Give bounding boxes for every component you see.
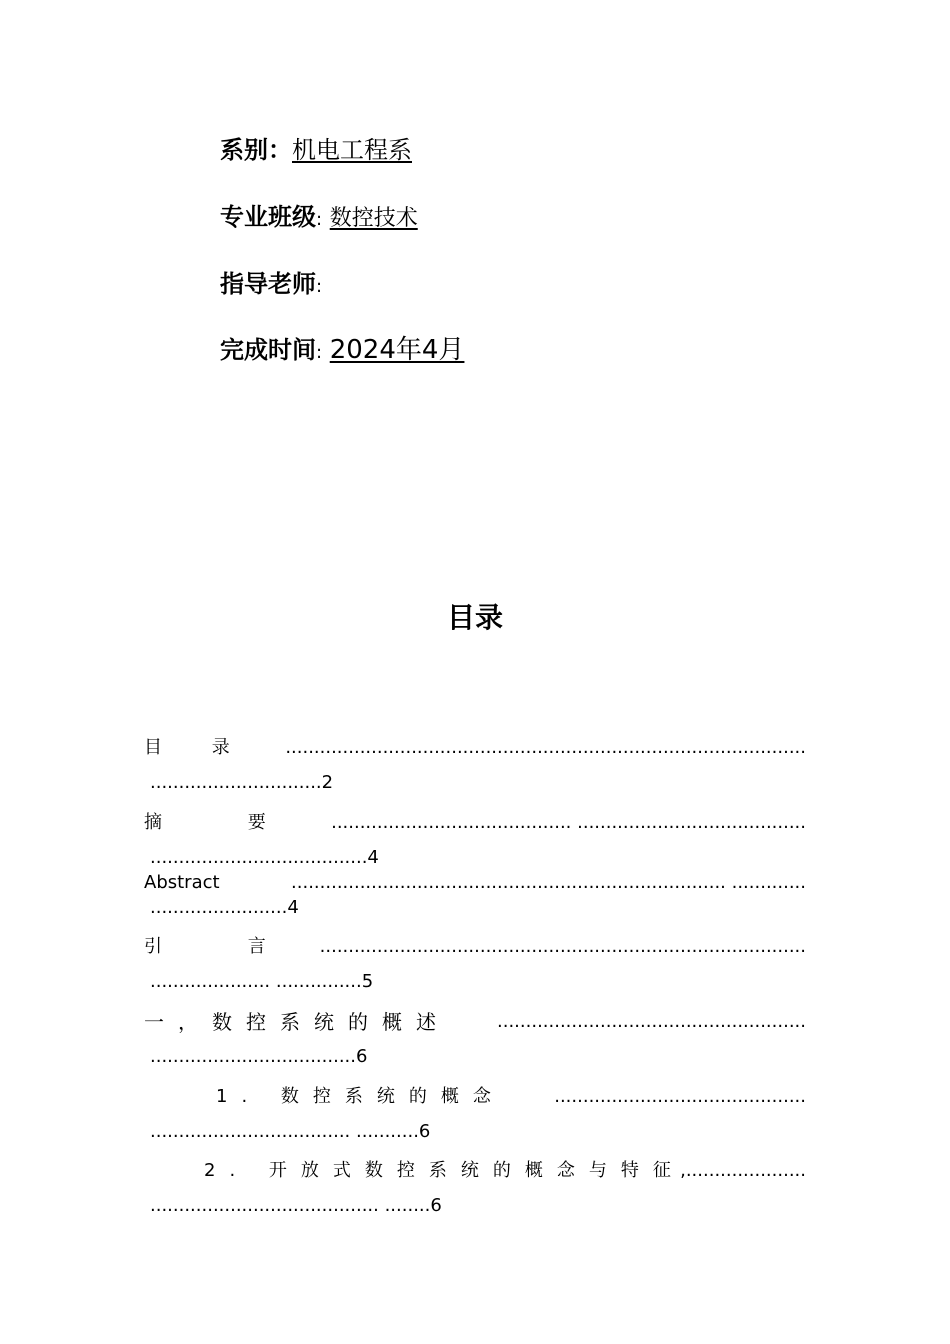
toc-entry[interactable] [144,936,806,958]
date-label: 完成时间 [220,336,316,364]
toc-entry[interactable] [144,872,806,894]
advisor-colon: : [316,276,323,297]
department-label: 系别： [220,136,292,164]
toc-entry-dots: ...................................................... [497,1011,806,1032]
toc-entry-continuation[interactable]: ..................... ...............5 [150,971,374,992]
department-value: 机电工程系 [292,136,412,164]
date-colon: : [316,342,323,363]
toc-entry[interactable] [144,737,806,759]
toc-entry-label: 1. 数控系统的概念 [216,1086,505,1107]
toc-entry[interactable] [144,1160,806,1182]
advisor-row [220,269,322,302]
toc-entry-label: 目 录 [144,737,252,758]
toc-entry[interactable] [144,1011,806,1033]
major-label: 专业班级 [220,203,316,231]
toc-entry-dots: ..................................................................................... [319,936,806,957]
toc-entry-label: Abstract [144,872,220,893]
toc-entry-continuation[interactable]: ......................................4 [150,847,379,868]
toc-entry-continuation[interactable]: ................................... ...........6 [150,1121,431,1142]
toc-entry-dots: ........................................................................................... [285,737,806,758]
toc-title: 目录 [446,601,503,634]
toc-entry-dots: ,..................... [680,1160,806,1181]
department-row [220,135,412,165]
toc-entry-dots: ............................................................................ ............. [291,872,806,893]
advisor-label: 指导老师 [220,270,316,298]
toc-entry-label: 一，数控系统的概述 [144,1011,450,1033]
toc-entry-dots: ............................................ [554,1086,806,1107]
toc-entry-continuation[interactable]: ....................................6 [150,1046,368,1067]
major-row [220,202,418,235]
date-row [220,335,464,368]
toc-entry[interactable] [144,1086,806,1108]
toc-entry-dots: .......................................... ........................................ [331,812,806,833]
toc-entry-label: 引 言 [144,936,306,957]
toc-entry-continuation[interactable]: ........................................ ........6 [150,1195,442,1216]
toc-entry[interactable] [144,812,806,834]
toc-entry-continuation[interactable]: ..............................2 [150,772,334,793]
toc-entry-continuation[interactable]: ........................4 [150,897,299,918]
toc-entry-label: 2. 开放式数控系统的概念与特征 [204,1160,685,1181]
toc-entry-label: 摘 要 [144,812,306,833]
date-value: 2024年4月 [329,335,465,365]
major-value: 数控技术 [329,206,418,231]
major-colon: : [316,209,323,230]
